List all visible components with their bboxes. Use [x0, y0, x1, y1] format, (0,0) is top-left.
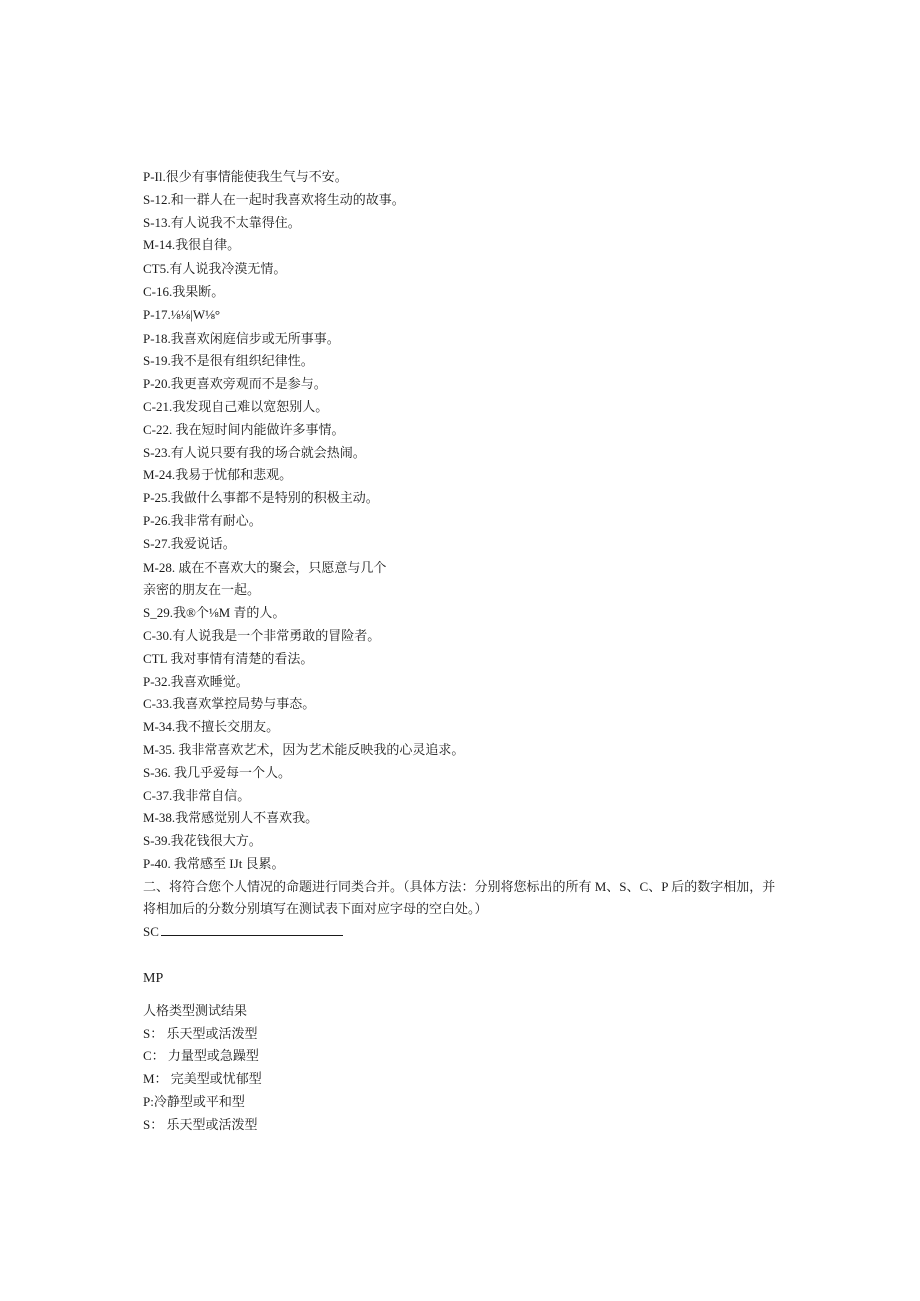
question-item: P-20.我更喜欢旁观而不是参与。 [143, 376, 327, 392]
question-item: P-Il.很少有事情能使我生气与不安。 [143, 169, 348, 184]
question-item: C-16.我果断。 [143, 283, 225, 299]
question-item: S-12.和一群人在一起时我喜欢将生动的故事。 [143, 191, 405, 207]
question-item: M-38.我常感觉别人不喜欢我。 [143, 810, 319, 826]
question-item: C-22. 我在短时间内能做许多事情。 [143, 421, 345, 437]
result-item: P:冷静型或平和型 [143, 1093, 245, 1109]
question-item: CTL 我对事情有清楚的看法。 [143, 650, 314, 666]
question-item-continuation: 亲密的朋友在一起。 [143, 582, 261, 598]
question-item: C-33.我喜欢掌控局势与事态。 [143, 696, 316, 712]
question-item: S-36. 我几乎爱每一个人。 [143, 764, 292, 780]
question-item: M-35. 我非常喜欢艺术，因为艺术能反映我的心灵追求。 [143, 741, 465, 757]
sc-score-row [143, 920, 783, 944]
question-item: P-40. 我常感至 IJt 艮累。 [143, 855, 285, 871]
question-item: P-26.我非常有耐心。 [143, 512, 262, 528]
question-item: P-25.我做什么事都不是特别的积极主动。 [143, 490, 379, 506]
question-item: S_29.我®个⅛M 青的人。 [143, 605, 286, 621]
result-item: C： 力量型或急躁型 [143, 1048, 259, 1064]
question-item: C-30.有人说我是一个非常勇敢的冒险者。 [143, 627, 381, 643]
result-item: M： 完美型或忧郁型 [143, 1071, 262, 1087]
document-page [143, 166, 783, 1136]
question-item: S-27.我爱说话。 [143, 535, 236, 551]
question-item: C-37.我非常自信。 [143, 787, 251, 803]
results-section [143, 1000, 783, 1137]
question-item: M-14.我很自律。 [143, 237, 241, 253]
question-item: M-34.我不擅长交朋友。 [143, 719, 280, 735]
question-item: C-21.我发现自己难以宽恕别人。 [143, 398, 329, 414]
mp-label: MP [143, 970, 164, 986]
result-item: S： 乐天型或活泼型 [143, 1025, 258, 1041]
result-item: S： 乐天型或活泼型 [143, 1116, 258, 1132]
question-item: M-24.我易于忧郁和悲观。 [143, 467, 293, 483]
question-item: S-19.我不是很有组织纪律性。 [143, 353, 314, 369]
instruction-paragraph: 二、将符合您个人情况的命题进行同类合并。（具体方法：分别将您标出的所有 M、S、C、P 后的数字相加，并将相加后的分数分别填写在测试表下面对应字母的空白处。） [143, 878, 776, 916]
question-item: P-17.⅛⅛|W⅛° [143, 306, 221, 322]
question-list [143, 166, 783, 876]
question-item: P-18.我喜欢闲庭信步或无所事事。 [143, 330, 340, 346]
question-item: S-39.我花钱很大方。 [143, 833, 262, 849]
question-item: M-28. 戚在不喜欢大的聚会，只愿意与几个 [143, 559, 387, 575]
results-title: 人格类型测试结果 [143, 1002, 248, 1018]
sc-blank-line[interactable] [161, 921, 343, 936]
question-item: S-23.有人说只要有我的场合就会热闹。 [143, 444, 366, 460]
sc-label: SC [143, 923, 159, 939]
question-item: S-13.有人说我不太靠得住。 [143, 214, 301, 230]
question-item: CT5.有人说我冷漠无情。 [143, 261, 287, 277]
question-item: P-32.我喜欢睡觉。 [143, 673, 249, 689]
